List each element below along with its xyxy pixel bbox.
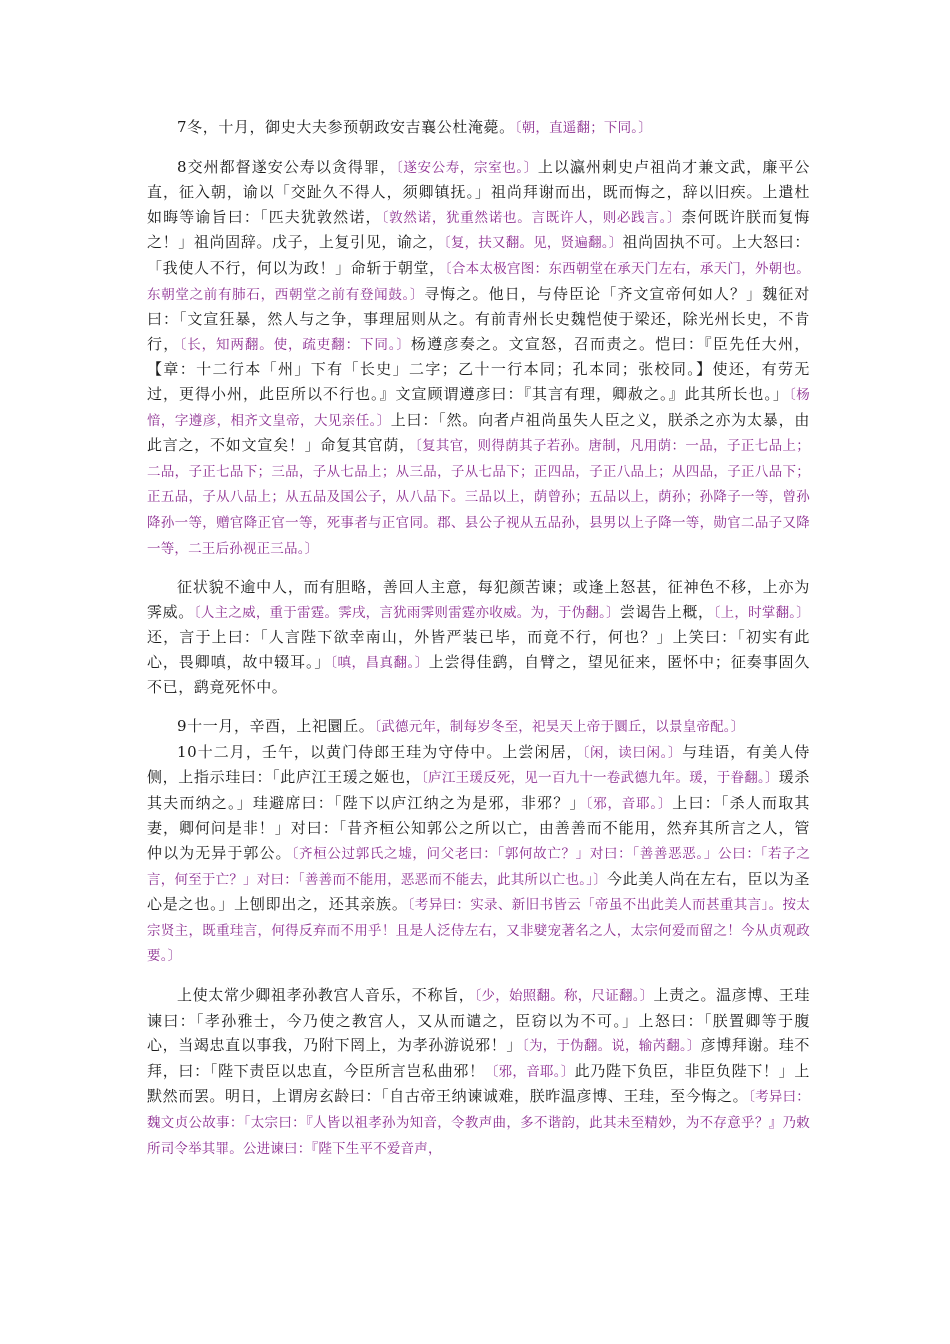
main-text: 10十二月，壬午，以黄门侍郎王珪为守侍中。上尝闲居， (177, 742, 583, 761)
main-text: 杨遵彦奏之。文宣怒，召而责之。恺曰：『臣先任大州，【章：十二行本「州」下有「长史」二字；乙十一行本同；孔本同；张校同。】使还，有劳无过，更得小州，此臣所以不行也。』文宣顾谓遵彦曰：『其言有理，卿赦之。』此其所长也。」 (147, 334, 810, 403)
annotation-note: 〔少，始照翻。称，尺证翻。〕 (474, 988, 654, 1004)
main-text: 上责之。温彦博、王珪谏曰：「孝孙雅士，今乃使之教宫人，又从而谴之，臣窃以为不可。」上怒曰：「朕置卿等于腹心，当竭忠直以事我，乃附下罔上，为孝孙游说邪！」 (147, 986, 810, 1055)
main-text: 尝谒告上穊， (619, 602, 714, 621)
annotation-note: 〔考异曰：魏文贞公故事：「太宗曰：『人皆以祖孝孙为知音，令教声曲，多不谐韵，此其未至精妙，为不存意乎？』乃敕所司令举其罪。公进谏曰：『陛下生平不爱音声， (147, 1089, 811, 1157)
main-text: 征状貌不逾中人，而有胆略，善回人主意，每犯颜苦谏；或逢上怒甚，征神色不移，上亦为霁威。 (147, 578, 810, 621)
main-text: 7冬，十月，御史大夫参预朝政安吉襄公杜淹薨。 (177, 118, 515, 136)
annotation-note: 〔杨愔，字遵彦，相齐文皇帝，大见亲任。〕 (147, 386, 810, 429)
main-text: 上曰：「杀人而取其妻，卿何问是非！」对曰：「昔齐桓公知郭公之所以亡，由善善而不能用，然弃其所言之人，管仲以为无异于郭公。 (147, 793, 810, 863)
main-text: 寻悔之。他日，与侍臣论「齐文宣帝何如人？」魏征对曰：「文宣狂暴，然人与之争，事理屈则从之。有前青州长史魏恺使于梁还，除光州长史，不肯行， (147, 284, 811, 353)
main-text: 上以瀛州刺史卢祖尚才兼文武，廉平公直，征入朝，谕以「交趾久不得人，须卿镇抚。」祖尚拜谢而出，既而悔之，辞以旧疾。上遣杜如晦等谕旨曰：「匹夫犹敦然诺， (147, 157, 810, 226)
annotation-note: 〔复，扶又翻。见，贤遍翻。〕 (443, 235, 623, 252)
annotation-note: 〔长，知两翻。使，疏吏翻：下同。〕 (179, 336, 411, 353)
annotation-note: 〔遂安公寿，宗室也。〕 (395, 159, 538, 176)
paragraph (147, 714, 810, 740)
annotation-note: 〔庐江王瑗反死，见一百九十一卷武德九年。瑗，于眷翻。〕 (421, 770, 779, 787)
annotation-note: 〔齐桓公过郭氏之墟，问父老曰：「郭何故亡？」对曰：「善善恶恶。」公曰：「若子之言，何至于亡？」对曰：「善善而不能用，恶恶而不能去，此其所以亡也。」〕 (147, 846, 810, 888)
main-text: 柰何既许朕而复悔之！」祖尚固辞。戊子，上复引见，谕之， (147, 207, 810, 252)
annotation-note: 〔合本太极宫图：东西朝堂在承天门左右，承天门，外朝也。东朝堂之前有肺石，西朝堂之前有登闻鼓。〕 (147, 260, 810, 303)
annotation-note: 〔复其官，则得荫其子若孙。唐制，凡用荫：一品，子正七品上；二品，子正七品下；三品，子从七品上；从三品，子从七品下；正四品，子正八品上；从四品，子正八品下；正五品，子从八品上；从五品及国公子，从八品下。三品以上，荫曾孙；五品以上，荫孙；孙降子一等，曾孙降孙一等，赠官降正官一等，死事者与正官同。郡、县公子视从五品孙，县男以上子降一等，勋官二品子又降一等，二王后孙视正三品。〕 (147, 438, 810, 557)
paragraph (147, 740, 810, 969)
annotation-note: 〔人主之威，重于雷霆。霁戌，言犹雨霁则雷霆亦收威。为，于伪翻。〕 (193, 604, 620, 621)
main-text: 还，言于上曰：「人言陛下欲幸南山，外皆严装已毕，而竟不行，何也？」上笑曰：「初实有此心，畏卿嗔，故中辍耳。」 (147, 628, 810, 671)
annotation-note: 〔嗔，昌真翻。〕 (330, 654, 429, 671)
main-text: 上曰：「然。向者卢祖尚虽失人臣之义，朕杀之亦为太暴，由此言之，不如文宣矣！」命复其官荫， (147, 410, 810, 455)
paragraph (147, 983, 810, 1161)
annotation-note: 〔考异曰：实录、新旧书皆云「帝虽不出此美人而甚重其言」。按太宗贤主，既重珪言，何得反弃而不用乎！且是人泛侍左右，又非嬖宠著名之人，太宗何爱而留之！今从贞观政要。〕 (147, 897, 811, 965)
main-text: 8交州都督遂安公寿以贪得罪， (177, 157, 396, 176)
paragraph (147, 575, 810, 700)
main-text: 上尝得佳鹞，自臂之，望见征来，匿怀中；征奏事固久不已，鹞竟死怀中。 (147, 652, 811, 697)
annotation-note: 〔朝，直遥翻；下同。〕 (514, 120, 652, 136)
paragraph (147, 115, 810, 141)
annotation-note: 〔邪，音耶。〕 (484, 1063, 575, 1080)
annotation-note: 〔敦然诺，犹重然诺也。言既许人，则必践言。〕 (381, 209, 682, 226)
main-text: 祖尚固执不可。上大怒曰：「我使人不行，何以为政！」命斩于朝堂， (147, 233, 811, 277)
annotation-note: 〔武德元年，制每岁冬至，祀昊天上帝于圜丘，以景皇帝配。〕 (374, 719, 745, 736)
annotation-note: 〔邪，音耶。〕 (585, 795, 673, 812)
main-text: 今此美人尚在左右，臣以为圣心是之也。」上刨即出之，还其亲族。 (147, 869, 810, 914)
main-text: 瑗杀其夫而纳之。」珪避席曰：「陛下以庐江纳之为是邪，非邪？」 (147, 768, 810, 812)
main-text: 9十一月，辛酉，上祀圜丘。 (177, 717, 375, 736)
main-text: 上使太常少卿祖孝孙教宫人音乐，不称旨， (177, 986, 475, 1004)
main-text: 彦博拜谢。珪不拜，曰：「陛下责臣以忠直，今臣所言岂私曲邪！ (147, 1036, 811, 1080)
main-text: 与珪语，有美人侍侧，上指示珪曰：「此庐江王瑗之姬也， (147, 742, 810, 787)
paragraph (147, 155, 810, 562)
annotation-note: 〔闲，读曰闲。〕 (582, 744, 683, 761)
annotation-note: 〔上，时掌翻。〕 (713, 604, 810, 621)
main-text: 此乃陛下负臣，非臣负陛下！」上默然而罢。明日，上谓房玄龄曰：「自古帝王纳谏诚难，朕昨温彦博、王珪，至今悔之。 (147, 1061, 810, 1106)
annotation-note: 〔为，于伪翻。说，输芮翻。〕 (522, 1038, 701, 1055)
